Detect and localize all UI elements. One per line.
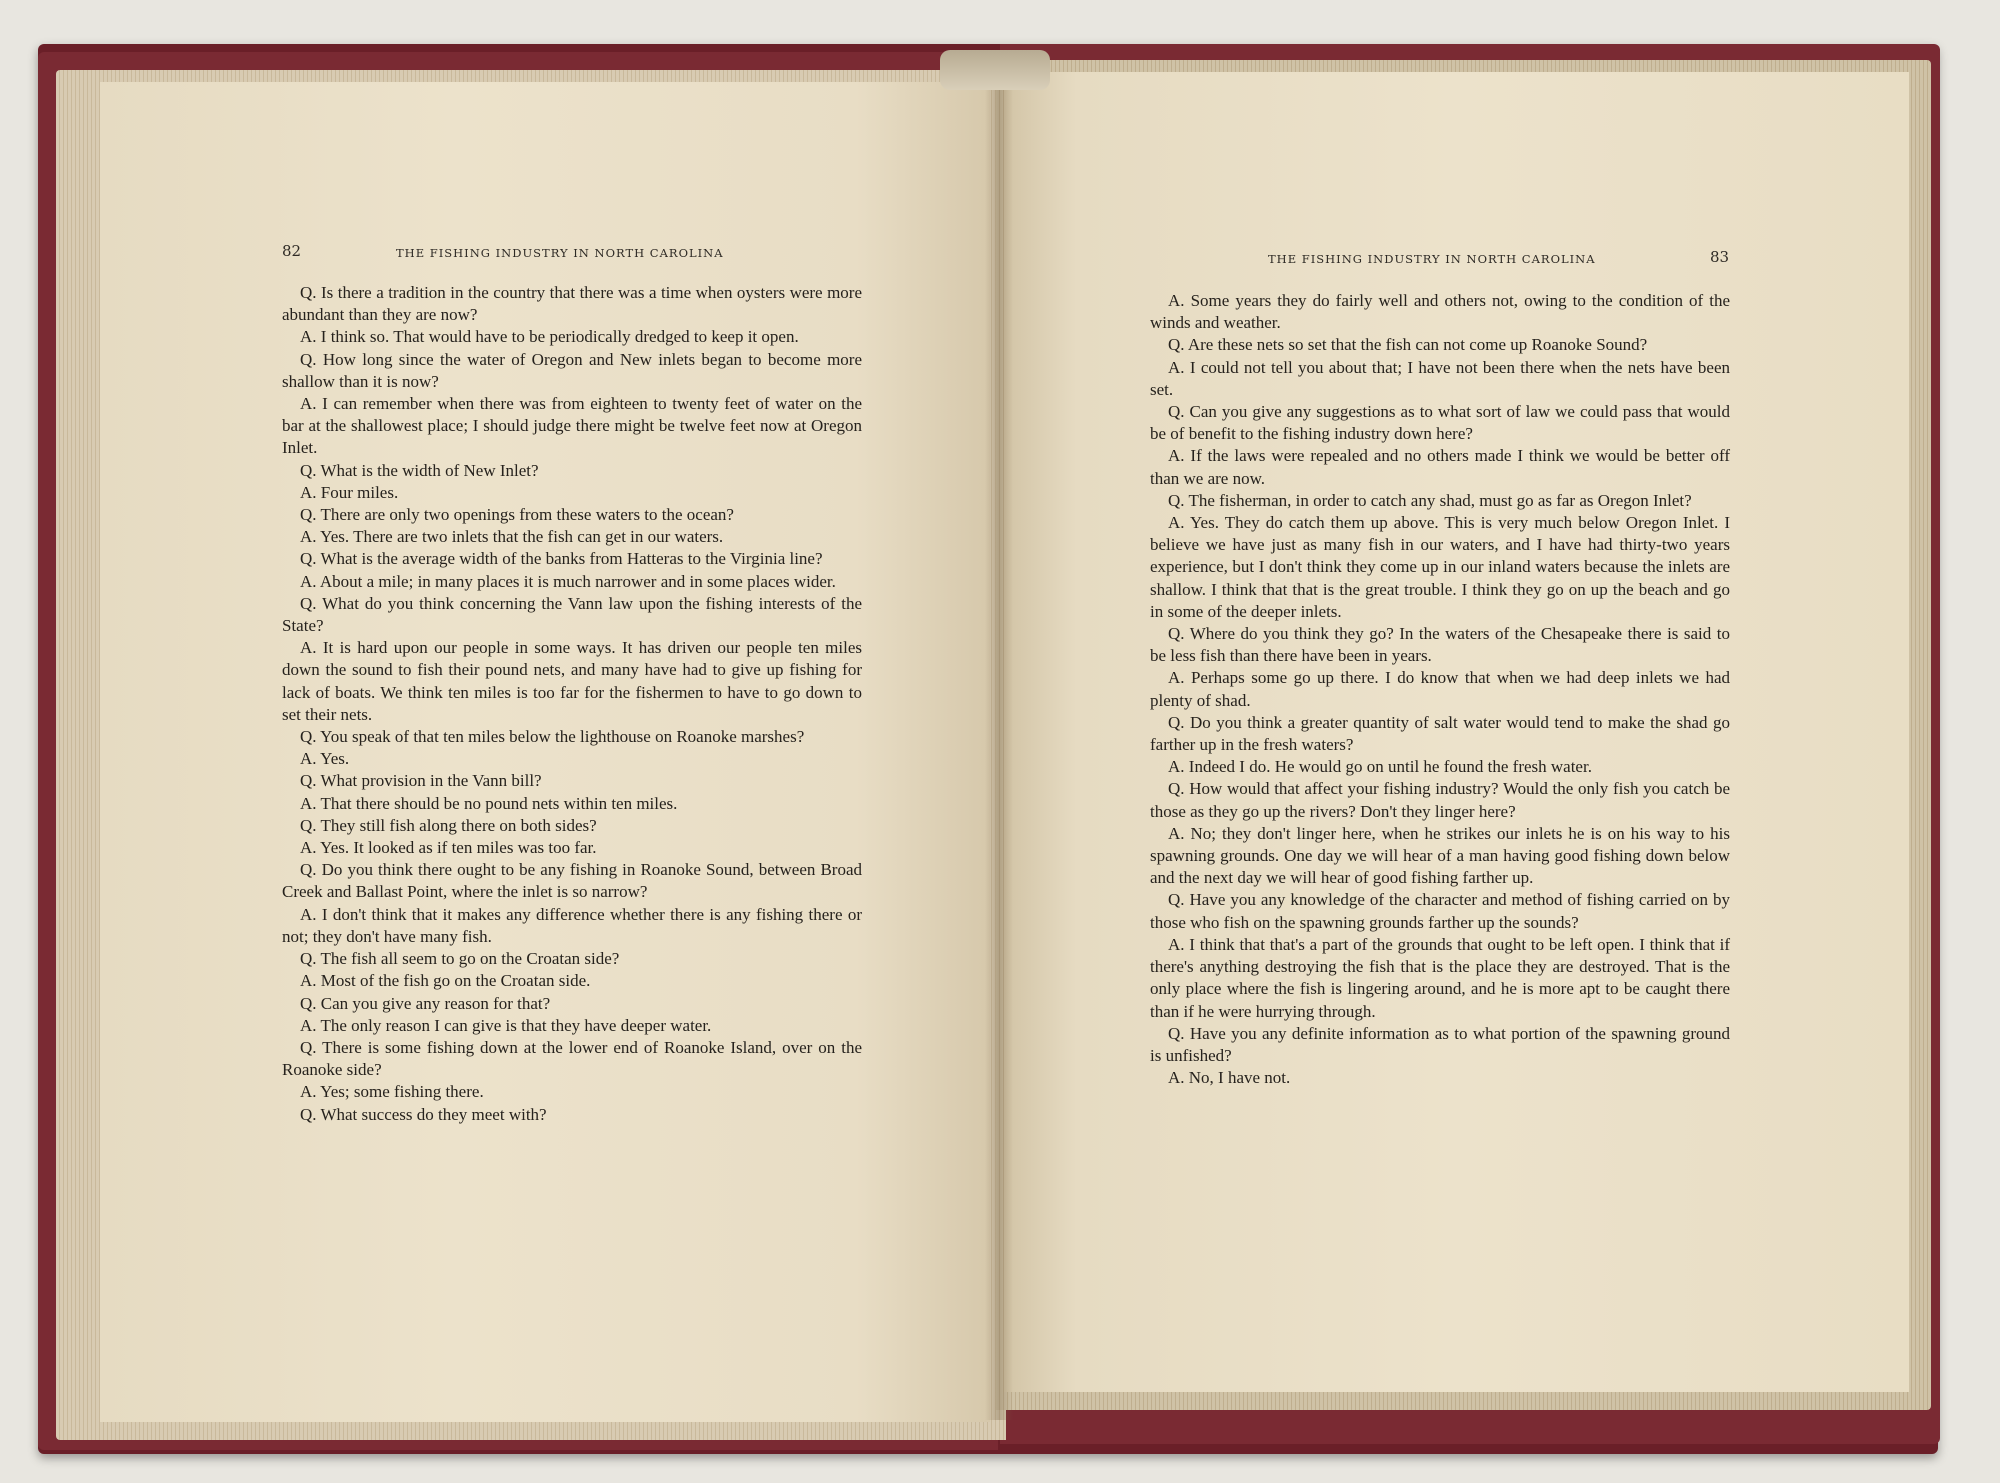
text-paragraph: A. Yes. There are two inlets that the fish can get in our waters.: [300, 527, 724, 547]
text-paragraph: Q. They still fish along there on both sides?: [300, 815, 597, 835]
text-paragraph: Q. What provision in the Vann bill?: [300, 771, 542, 791]
text-paragraph: Q. There is some fishing down at the lower end of Roanoke Island, over on the Roanoke side?: [282, 1037, 862, 1080]
text-paragraph: Q. Do you think there ought to be any fishing in Roanoke Sound, between Broad Creek and Ballast Point, where the inlet is so narrow?: [282, 860, 862, 902]
text-paragraph: Q. The fisherman, in order to catch any shad, must go as far as Oregon Inlet?: [1168, 490, 1692, 510]
text-paragraph: A. Some years they do fairly well and others not, owing to the condition of the winds and weather.: [1150, 291, 1730, 333]
text-paragraph: Q. Can you give any suggestions as to what sort of law we could pass that would be of benefit to the fishing industry down here?: [1150, 402, 1730, 444]
right-page: [1004, 72, 1909, 1392]
text-paragraph: A. I could not tell you about that; I have not been there when the nets have been set.: [1150, 357, 1730, 399]
text-paragraph: A. I think that that's a part of the grounds that ought to be left open. I think that if there's anything destroying the fish that is the place they are destroyed. That is the only place where the fish is lingering around, and he is more apt to be caught there than if he were hurrying through.: [1150, 934, 1730, 1021]
text-paragraph: Q. Have you any definite information as to what portion of the spawning ground is unfished?: [1150, 1023, 1730, 1065]
page-number-right: 83: [1710, 248, 1730, 266]
text-paragraph: A. If the laws were repealed and no others made I think we would be better off than we are now.: [1150, 446, 1730, 488]
left-page-text: [282, 282, 862, 1126]
text-paragraph: A. No, I have not.: [1168, 1068, 1291, 1088]
text-paragraph: A. Four miles.: [300, 482, 399, 502]
text-paragraph: Q. What success do they meet with?: [300, 1104, 547, 1124]
text-paragraph: A. Perhaps some go up there. I do know that when we had deep inlets we had plenty of shad.: [1150, 668, 1730, 710]
book-gutter: [985, 60, 1013, 1420]
text-paragraph: A. I don't think that it makes any difference whether there is any fishing there or not; they don't have many fish.: [282, 904, 862, 946]
text-paragraph: Q. What is the average width of the banks from Hatteras to the Virginia line?: [300, 549, 823, 569]
text-paragraph: A. Yes.: [300, 749, 350, 769]
text-paragraph: Q. Have you any knowledge of the character and method of fishing carried on by those who fish on the spawning grounds farther up the sounds?: [1150, 890, 1730, 932]
text-paragraph: A. I can remember when there was from eighteen to twenty feet of water on the bar at the shallowest place; I should judge there might be twelve feet now at Oregon Inlet.: [282, 394, 862, 458]
text-paragraph: Q. You speak of that ten miles below the lighthouse on Roanoke marshes?: [300, 727, 805, 747]
text-paragraph: A. The only reason I can give is that they have deeper water.: [300, 1015, 712, 1035]
right-page-text: [1150, 290, 1730, 1089]
page-number-left: 82: [282, 242, 302, 260]
text-paragraph: Q. Is there a tradition in the country that there was a time when oysters were more abundant than they are now?: [282, 283, 862, 325]
text-paragraph: A. Yes. It looked as if ten miles was too far.: [300, 838, 597, 858]
text-paragraph: Q. The fish all seem to go on the Croatan side?: [300, 949, 620, 969]
text-paragraph: A. It is hard upon our people in some ways. It has driven our people ten miles down the sound to fish their pound nets, and many have had to give up fishing for lack of boats. We think ten miles is too far for the fishermen to have to go down to set their nets.: [282, 638, 862, 724]
spine-headband: [940, 50, 1050, 90]
text-paragraph: A. Yes; some fishing there.: [300, 1082, 484, 1102]
text-paragraph: A. Most of the fish go on the Croatan side.: [300, 971, 591, 991]
text-paragraph: Q. Can you give any reason for that?: [300, 993, 551, 1013]
text-paragraph: Q. Do you think a greater quantity of salt water would tend to make the shad go farther up in the fresh waters?: [1150, 712, 1730, 755]
text-paragraph: Q. What is the width of New Inlet?: [300, 460, 539, 480]
text-paragraph: A. Yes. They do catch them up above. This is very much below Oregon Inlet. I believe we have just as many fish in our waters, and I have had thirty-two years experience, but I don't think they come up in our inland waters because the inlets are shallow. I think that that is the great trouble. I think they go on up the beach and go in some of the deeper inlets.: [1150, 513, 1730, 621]
running-head-left: THE FISHING INDUSTRY IN NORTH CAROLINA: [396, 246, 724, 260]
text-paragraph: A. About a mile; in many places it is much narrower and in some places wider.: [300, 571, 836, 591]
text-paragraph: Q. How long since the water of Oregon and New inlets began to become more shallow than it is now?: [282, 349, 862, 391]
left-page: [100, 82, 990, 1422]
text-paragraph: Q. Are these nets so set that the fish can not come up Roanoke Sound?: [1168, 335, 1648, 355]
text-paragraph: Q. What do you think concerning the Vann law upon the fishing interests of the State?: [282, 593, 862, 636]
text-paragraph: A. Indeed I do. He would go on until he found the fresh water.: [1168, 757, 1592, 777]
text-paragraph: Q. Where do you think they go? In the waters of the Chesapeake there is said to be less fish than there have been in years.: [1150, 624, 1730, 666]
running-head-right: THE FISHING INDUSTRY IN NORTH CAROLINA: [1268, 252, 1596, 266]
text-paragraph: Q. There are only two openings from these waters to the ocean?: [300, 505, 734, 525]
text-paragraph: A. I think so. That would have to be periodically dredged to keep it open.: [300, 327, 799, 347]
text-paragraph: Q. How would that affect your fishing industry? Would the only fish you catch be those as they go up the rivers? Don't they linger here?: [1150, 779, 1730, 821]
text-paragraph: A. No; they don't linger here, when he strikes our inlets he is on his way to his spawning grounds. One day we will hear of a man having good fishing down below and the next day we will hear of good fishing farther up.: [1150, 823, 1730, 888]
text-paragraph: A. That there should be no pound nets within ten miles.: [300, 793, 678, 813]
